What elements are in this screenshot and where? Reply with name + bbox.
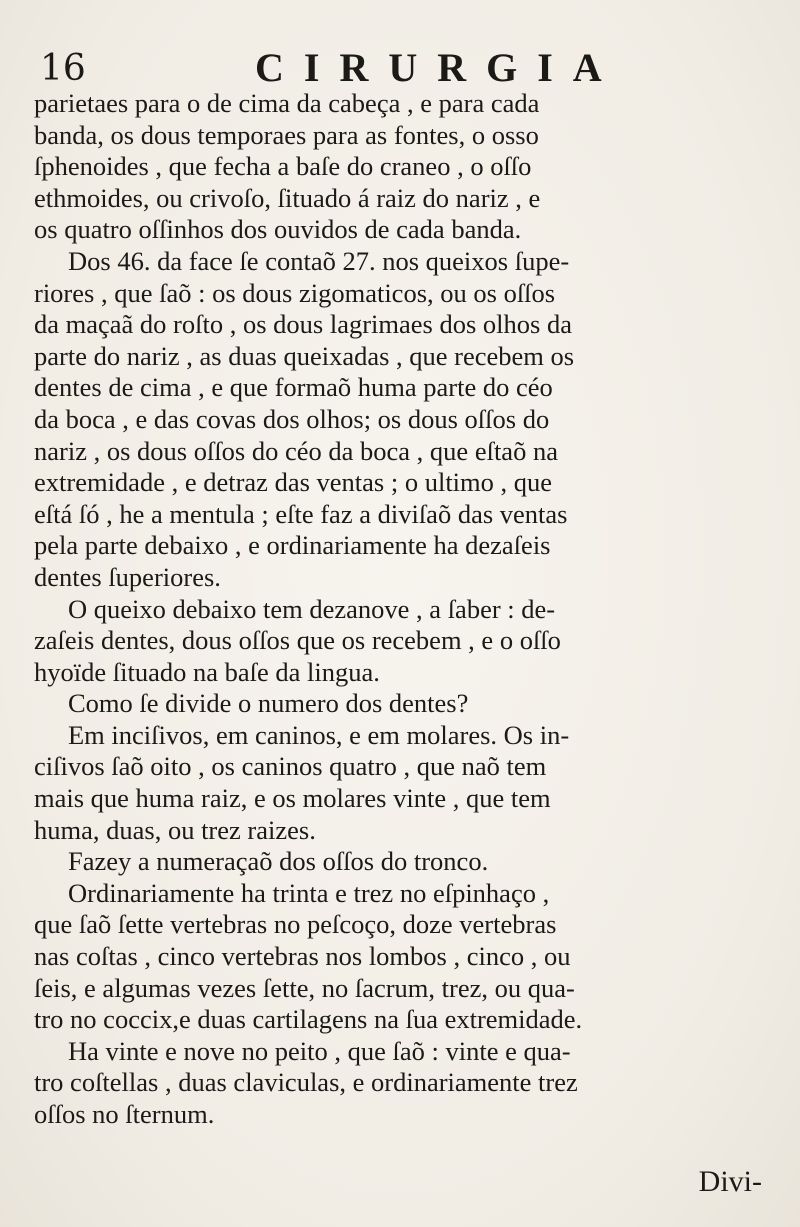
text-line: Fazey a numeraçaõ dos oſſos do tronco.: [68, 846, 489, 877]
text-line: Dos 46. da face ſe contaõ 27. nos queixos ſupe-: [68, 245, 570, 276]
text-line: banda, os dous temporaes para as fontes, o osso: [34, 119, 539, 150]
text-line: O queixo debaixo tem dezanove , a ſaber : de-: [68, 593, 556, 624]
text-line: os quatro oſſinhos dos ouvidos de cada banda.: [34, 214, 522, 245]
text-line: Em inciſivos, em caninos, e em molares. Os in-: [68, 719, 570, 750]
text-line: dentes ſuperiores.: [34, 561, 221, 592]
text-line: da boca , e das covas dos olhos; os dous oſſos do: [34, 403, 550, 434]
text-line: dentes de cima , e que formaõ huma parte do céo: [34, 372, 553, 403]
text-line: Ordinariamente ha trinta e trez no eſpinhaço ,: [68, 877, 550, 908]
text-line: extremidade , e detraz das ventas ; o ultimo , que: [34, 467, 553, 498]
text-line: riores , que ſaõ : os dous zigomaticos, ou os oſſos: [34, 277, 556, 308]
text-line: nariz , os dous oſſos do céo da boca , que eſtaõ na: [34, 435, 558, 466]
text-line: Como ſe divide o numero dos dentes?: [68, 688, 469, 719]
text-line: parietaes para o de cima da cabeça , e para cada: [34, 88, 540, 118]
text-line: Ha vinte e nove no peito , que ſaõ : vinte e qua-: [68, 1035, 571, 1066]
body-text: [34, 88, 758, 1131]
text-line: parte do nariz , as duas queixadas , que recebem os: [34, 340, 575, 371]
running-title: CIRURGIA: [255, 45, 622, 90]
page-number: 16: [40, 48, 86, 89]
text-line: eſtá ſó , he a mentula ; eſte faz a diviſaõ das ventas: [34, 498, 568, 529]
text-line: ciſivos ſaõ oito , os caninos quatro , que naõ tem: [34, 751, 547, 782]
text-line: pela parte debaixo , e ordinariamente ha dezaſeis: [34, 530, 551, 561]
text-line: tro coſtellas , duas claviculas, e ordinariamente trez: [34, 1067, 578, 1098]
text-line: zaſeis dentes, dous oſſos que os recebem , e o oſſo: [34, 625, 561, 656]
text-line: mais que huma raiz, e os molares vinte , que tem: [34, 783, 551, 814]
text-line: ſphenoides , que fecha a baſe do craneo , o oſſo: [34, 151, 532, 182]
text-line: huma, duas, ou trez raizes.: [34, 814, 316, 845]
text-line: da maçaã do roſto , os dous lagrimaes dos olhos da: [34, 309, 572, 340]
text-line: hyoïde ſituado na baſe da lingua.: [34, 656, 380, 687]
text-line: nas coſtas , cinco vertebras nos lombos , cinco , ou: [34, 941, 571, 972]
text-line: que ſaõ ſette vertebras no peſcoço, doze vertebras: [34, 909, 557, 940]
text-line: oſſos no ſternum.: [34, 1099, 215, 1129]
text-line: ſeis, e algumas vezes ſette, no ſacrum, trez, ou qua-: [34, 972, 575, 1003]
text-line: ethmoides, ou crivoſo, ſituado á raiz do nariz , e: [34, 182, 541, 213]
running-head: [0, 44, 800, 94]
catchword: Divi-: [698, 1165, 762, 1198]
text-line: tro no coccix,e duas cartilagens na ſua extremidade.: [34, 1004, 583, 1035]
